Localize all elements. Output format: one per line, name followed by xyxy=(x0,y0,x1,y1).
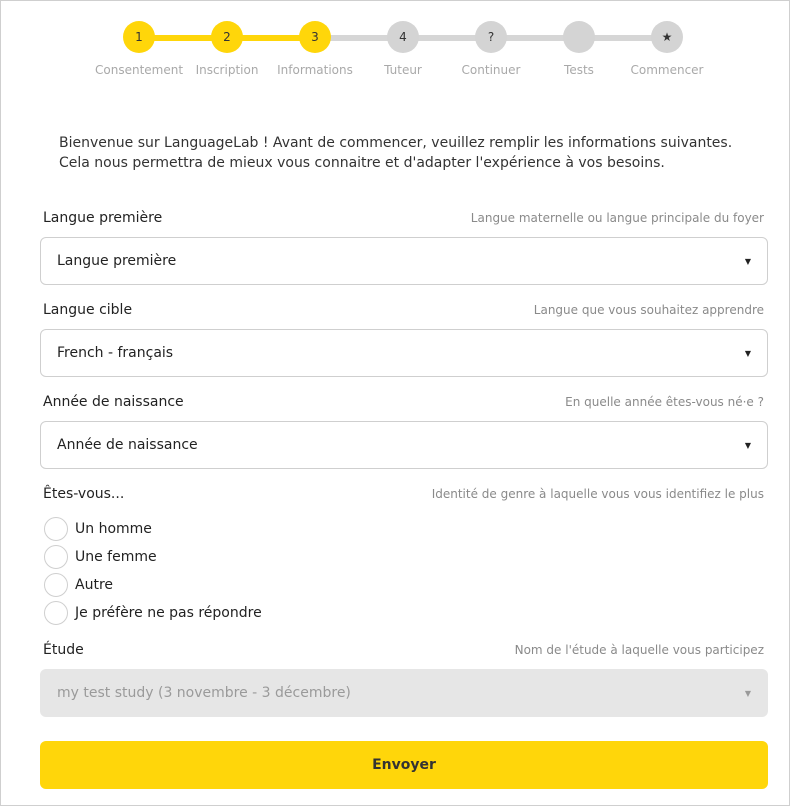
radio-circle[interactable] xyxy=(44,517,68,541)
target-language-label: Langue cible xyxy=(43,302,133,318)
target-language-hint: Langue que vous souhaitez apprendre xyxy=(533,303,764,317)
step-marker: 2 xyxy=(211,21,243,53)
birth-year-select[interactable] xyxy=(40,421,768,469)
radio-label: Une femme xyxy=(75,549,157,565)
progress-stepper xyxy=(95,21,710,77)
birth-year-header xyxy=(43,394,764,410)
radio-circle[interactable] xyxy=(44,573,68,597)
caret-down-icon: ▼ xyxy=(744,348,751,358)
caret-down-icon: ▼ xyxy=(744,688,751,698)
radio-circle[interactable] xyxy=(44,601,68,625)
radio-label: Je préfère ne pas répondre xyxy=(75,605,262,621)
first-language-label: Langue première xyxy=(43,210,163,226)
step-label: Commencer xyxy=(630,63,704,77)
study-value: my test study (3 novembre - 3 décembre) xyxy=(57,685,351,701)
first-language-value: Langue première xyxy=(57,253,177,269)
step-marker: ? xyxy=(475,21,507,53)
step-label: Continuer xyxy=(461,63,521,77)
target-language-header xyxy=(43,302,764,318)
study-label: Étude xyxy=(43,642,84,658)
star-icon: ★ xyxy=(651,21,683,53)
intro-text xyxy=(59,133,759,173)
caret-down-icon: ▼ xyxy=(744,440,751,450)
first-language-select[interactable] xyxy=(40,237,768,285)
step-label: Inscription xyxy=(195,63,259,77)
intro-line-2: Cela nous permettra de mieux vous connaitre et d'adapter l'expérience à vos besoins. xyxy=(59,155,665,171)
study-hint: Nom de l'étude à laquelle vous participez xyxy=(514,643,764,657)
step-tests xyxy=(535,21,623,77)
step-label: Tests xyxy=(564,63,594,77)
step-label: Tuteur xyxy=(384,63,422,77)
study-select xyxy=(40,669,768,717)
gender-header xyxy=(43,486,764,502)
gender-option-autre[interactable] xyxy=(44,573,113,597)
birth-year-value: Année de naissance xyxy=(57,437,198,453)
intro-line-1: Bienvenue sur LanguageLab ! Avant de commencer, veuillez remplir les informations suivantes. xyxy=(59,135,733,151)
step-marker xyxy=(563,21,595,53)
study-header xyxy=(43,642,764,658)
first-language-header xyxy=(43,210,764,226)
step-consentement xyxy=(95,21,183,77)
caret-down-icon: ▼ xyxy=(744,256,751,266)
gender-option-femme[interactable] xyxy=(44,545,157,569)
target-language-select[interactable] xyxy=(40,329,768,377)
step-tuteur xyxy=(359,21,447,77)
birth-year-hint: En quelle année êtes-vous né·e ? xyxy=(565,395,764,409)
step-marker: 1 xyxy=(123,21,155,53)
birth-year-label: Année de naissance xyxy=(43,394,184,410)
step-informations xyxy=(271,21,359,77)
submit-button[interactable]: Envoyer xyxy=(40,741,768,789)
gender-option-no-answer[interactable] xyxy=(44,601,262,625)
radio-label: Un homme xyxy=(75,521,152,537)
gender-hint: Identité de genre à laquelle vous vous identifiez le plus xyxy=(431,487,764,501)
step-commencer xyxy=(623,21,711,77)
target-language-value: French - français xyxy=(57,345,174,361)
step-marker: 3 xyxy=(299,21,331,53)
step-marker: 4 xyxy=(387,21,419,53)
first-language-hint: Langue maternelle ou langue principale du foyer xyxy=(470,211,764,225)
gender-label: Êtes-vous... xyxy=(43,486,125,502)
radio-circle[interactable] xyxy=(44,545,68,569)
step-label: Consentement xyxy=(95,63,184,77)
step-continuer xyxy=(447,21,535,77)
step-label: Informations xyxy=(277,63,353,77)
radio-label: Autre xyxy=(75,577,114,593)
step-inscription xyxy=(183,21,271,77)
gender-option-homme[interactable] xyxy=(44,517,152,541)
